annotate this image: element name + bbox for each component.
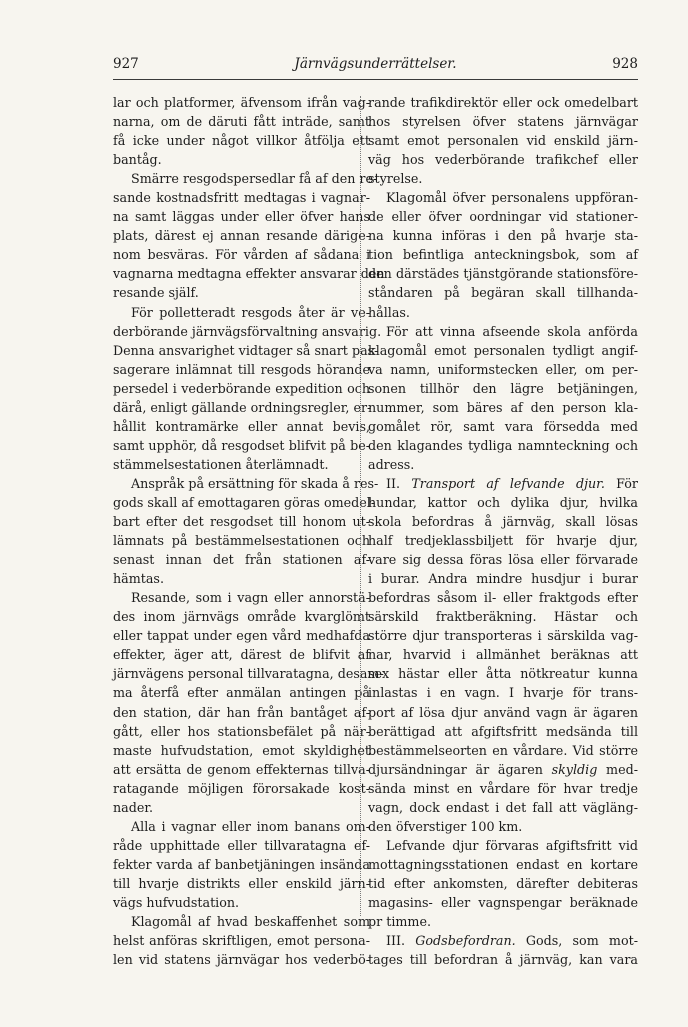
text-line: särskild fraktberäkning. Hästar och [368, 609, 638, 625]
text-line: tid efter ankomsten, därefter debiteras [368, 875, 638, 891]
text-line: eller tappat under egen vård medhafda [113, 628, 370, 644]
text-line: mottagningsstationen endast en kortare [368, 856, 638, 872]
running-title: Järnvägsunderrättelser. [294, 56, 457, 72]
text-line: port af lösa djur använd vagn är ägaren [368, 704, 638, 720]
text-line: fekter varda af banbetjäningen insända [113, 856, 370, 872]
text-line: gomålet rör, samt vara försedda med [368, 418, 638, 434]
text-line: bestämmelseorten en vårdare. Vid större [368, 742, 638, 758]
header-rule [113, 79, 638, 80]
text-line: samt emot personalen vid enskild järn- [368, 133, 638, 149]
text-line: därå, enligt gällande ordningsregler, er- [113, 399, 372, 415]
text-line: rande trafikdirektör eller ock omedelbart [368, 95, 638, 110]
right-page-number: 928 [612, 56, 638, 72]
text-line: För att vinna afseende skola anförda [386, 323, 638, 339]
text-line: hämtas. [113, 571, 164, 587]
text-line: sända minst en vårdare för hvar tredje [368, 780, 638, 796]
text-line: vagn, dock endast i det fall att vägläng- [368, 799, 638, 815]
text-line: vägs hufvudstation. [113, 894, 240, 910]
text-line: berättigad att afgiftsfritt medsända till [368, 723, 638, 739]
text-line: nader. [113, 799, 154, 815]
text-line: narna, om de däruti fått inträde, samt [113, 114, 370, 130]
left-text-column [113, 93, 385, 969]
text-line: pr timme. [368, 914, 431, 930]
text-line: Resande, som i vagn eller annorstä- [131, 590, 370, 606]
text-line: III. Godsbefordran. Gods, som mot- [386, 933, 638, 949]
text-line: vagnarna medtagna effekter ansvarar den [113, 266, 385, 282]
text-line: Klagomål öfver personalens uppföran- [386, 190, 638, 206]
text-line: den klagandes tydliga namnteckning och [368, 437, 638, 453]
text-line: ståndaren på begäran skall tillhanda- [368, 285, 638, 301]
text-line: Alla i vagnar eller inom banans om- [131, 818, 370, 834]
right-text-column [368, 93, 638, 969]
text-line: Denna ansvarighet vidtager så snart pas- [113, 342, 379, 358]
text-line: lar och platformer, äfvensom ifrån vag- [113, 95, 370, 110]
left-page-number: 927 [113, 56, 139, 72]
text-line: nom besväras. För vården af sådana i [113, 247, 370, 263]
text-line: half tredjeklassbiljett för hvarje djur, [368, 533, 638, 549]
text-line: bantåg. [113, 152, 162, 168]
text-line: senast innan det från stationen af- [113, 552, 370, 568]
text-line: Lefvande djur förvaras afgiftsfritt vid [386, 837, 638, 853]
text-line: nar, hvarvid i allmänhet beräknas att [368, 647, 638, 663]
text-line: Anspråk på ersättning för skada å res- [131, 475, 379, 491]
text-line: hållit kontramärke eller annat bevis, [113, 418, 370, 434]
text-line: na kunna införas i den på hvarje sta- [368, 228, 638, 244]
text-line: gått, eller hos stationsbefälet på när- [113, 723, 370, 739]
text-line: Smärre resgodspersedlar få af den re- [131, 171, 378, 187]
text-line: ma återfå efter anmälan antingen på [113, 685, 370, 701]
running-header [113, 56, 638, 78]
text-line: sonen tillhör den lägre betjäningen, [368, 380, 638, 396]
text-line: gods skall af emottagaren göras omedel- [113, 494, 376, 510]
text-line: att ersätta de genom effekternas tillva- [113, 761, 370, 777]
text-line: den därstädes tjänstgörande stationsföre- [368, 266, 638, 282]
text-line: djursändningar är ägaren skyldig med- [368, 761, 638, 777]
text-line: bart efter det resgodset till honom ut- [113, 514, 370, 530]
text-line: i burar. Andra mindre husdjur i burar [368, 571, 638, 587]
text-line: persedel i vederbörande expedition och [113, 380, 370, 396]
text-line: väg hos vederbörande trafikchef eller [368, 152, 638, 168]
text-line: resande själf. [113, 285, 199, 301]
text-line: va namn, uniformstecken eller, om per- [368, 361, 638, 377]
text-line: större djur transporteras i särskilda vag- [368, 628, 638, 644]
text-line: Klagomål af hvad beskaffenhet som [131, 914, 370, 930]
text-line: hållas. [368, 304, 410, 320]
text-line: de eller öfver oordningar vid stationer- [368, 209, 638, 225]
text-line: vare sig dessa föras lösa eller förvarade [368, 552, 638, 568]
text-line: stämmelsestationen återlämnadt. [113, 456, 329, 472]
text-line: hundar, kattor och dylika djur, hvilka [368, 494, 638, 510]
text-line: adress. [368, 456, 415, 472]
text-line: II. Transport af lefvande djur. För [386, 475, 638, 491]
text-line: plats, därest ej annan resande därige- [113, 228, 370, 244]
column-divider [360, 96, 361, 916]
text-line: till hvarje distrikts eller enskild järn- [113, 875, 370, 891]
text-line: järnvägens personal tillvaratagna, desam- [113, 666, 384, 682]
text-line: na samt läggas under eller öfver hans [113, 209, 370, 225]
text-line: den station, där han från bantåget af- [113, 704, 370, 720]
text-line: effekter, äger att, därest de blifvit af [113, 647, 370, 663]
text-line: den öfverstiger 100 km. [368, 818, 523, 834]
text-line: tion befintliga anteckningsbok, som af [368, 247, 638, 263]
text-line: råde upphittade eller tillvaratagna ef- [113, 837, 370, 853]
text-line: få icke under något villkor åtfölja ett [113, 133, 370, 149]
text-line: des inom järnvägs område kvarglömt [113, 609, 370, 625]
text-line: befordras såsom il- eller fraktgods efter [368, 590, 638, 606]
text-line: maste hufvudstation, emot skyldighet [113, 742, 370, 758]
text-line: samt upphör, då resgodset blifvit på be- [113, 437, 370, 453]
text-line: nummer, som bäres af den person kla- [368, 399, 638, 415]
text-line: lämnats på bestämmelsestationen och [113, 533, 370, 549]
text-line: skola befordras å järnväg, skall lösas [368, 514, 638, 530]
text-line: För polletteradt resgods åter är ve- [131, 304, 370, 320]
text-line: tages till befordran å järnväg, kan vara [368, 952, 638, 968]
text-line: sande kostnadsfritt medtagas i vagnar- [113, 190, 370, 206]
text-line: sagerare inlämnat till resgods hörande [113, 361, 370, 377]
text-line: styrelse. [368, 171, 423, 187]
text-line: sex hästar eller åtta nötkreatur kunna [368, 666, 638, 682]
text-line: ratagande möjligen förorsakade kost- [113, 780, 370, 796]
text-line: inlastas i en vagn. I hvarje för trans- [368, 685, 638, 701]
text-line: len vid statens järnvägar hos vederbö- [113, 952, 370, 968]
text-line: helst anföras skriftligen, emot persona- [113, 933, 370, 949]
text-line: magasins- eller vagnspengar beräknade [368, 894, 638, 910]
text-line: klagomål emot personalen tydligt angif- [368, 342, 638, 358]
text-line: hos styrelsen öfver statens järnvägar [368, 114, 638, 130]
text-line: derbörande järnvägsförvaltning ansvarig. [113, 323, 382, 339]
